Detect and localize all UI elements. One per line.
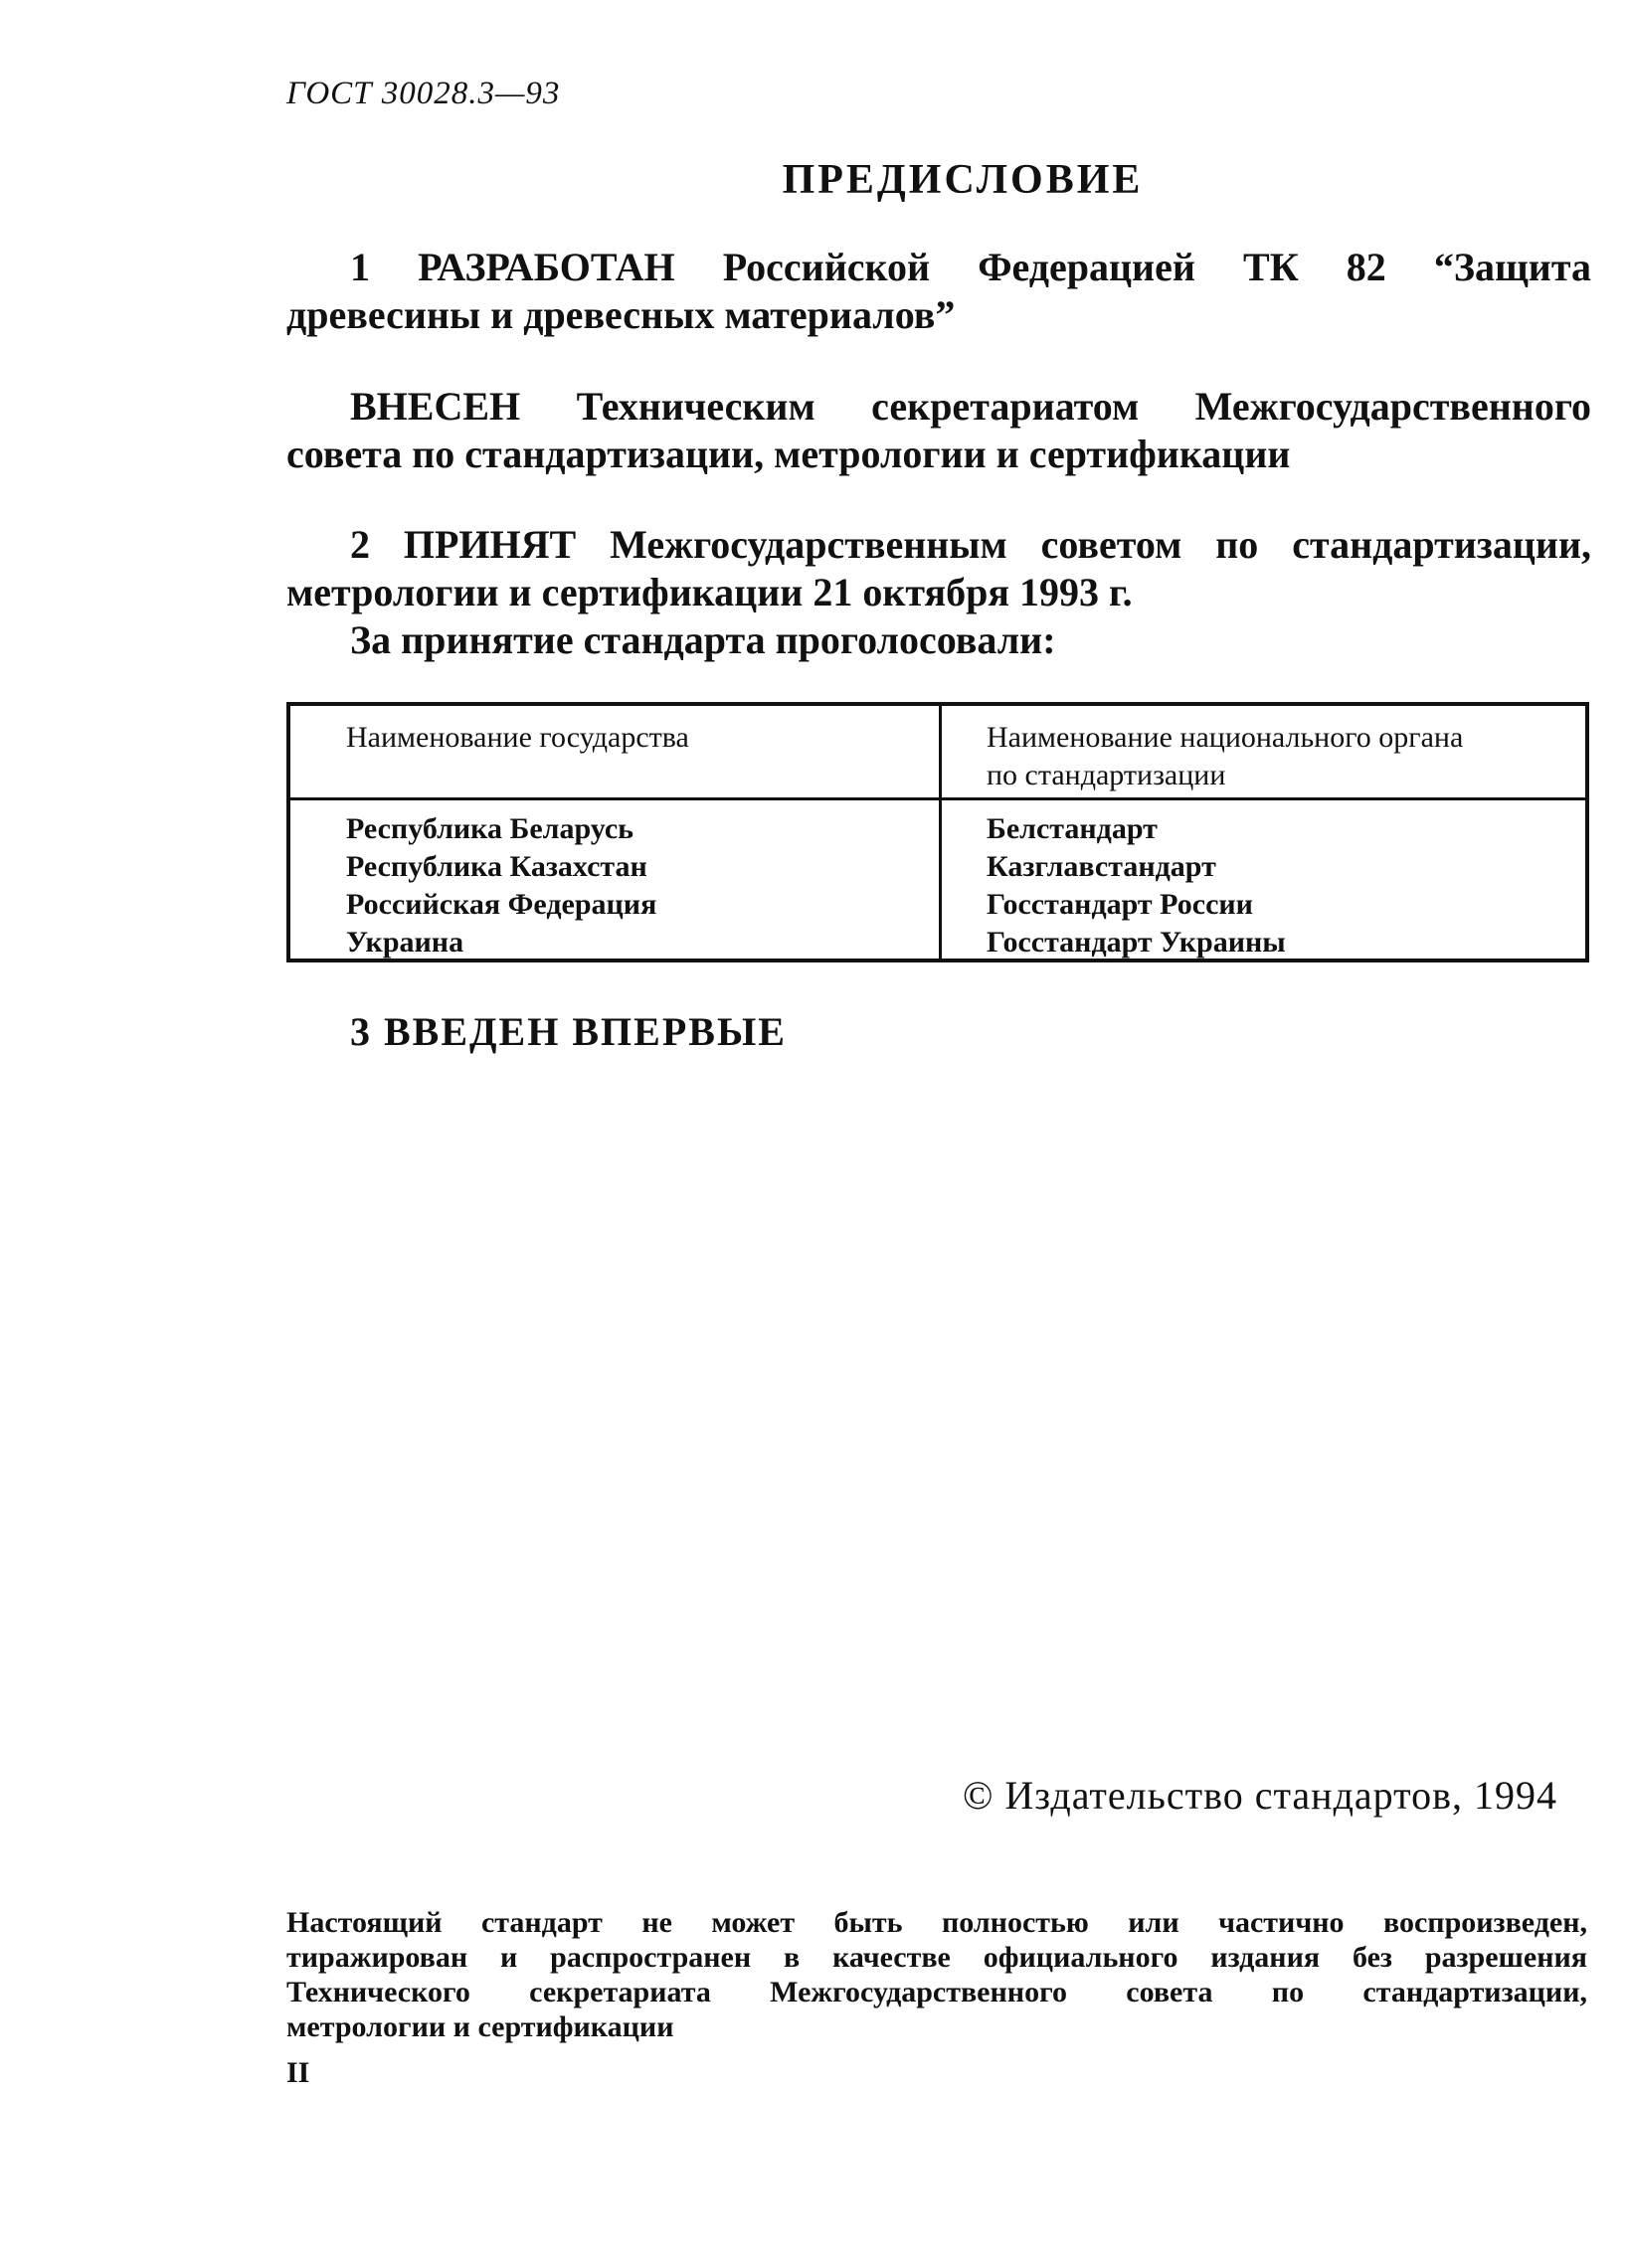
voting-table bbox=[286, 702, 1589, 962]
section-introduced bbox=[286, 383, 1591, 478]
table-header-state: Наименование государства bbox=[346, 721, 689, 754]
section-adopted-line-3: За принятие стандарта проголосовали: bbox=[350, 617, 1056, 662]
table-column-divider bbox=[939, 706, 942, 959]
table-header-divider bbox=[290, 797, 1585, 800]
table-cell-state: Украина bbox=[346, 926, 464, 959]
section-developed bbox=[286, 244, 1591, 339]
table-header-body-line-2: по стандартизации bbox=[987, 759, 1226, 791]
reproduction-notice-line-2: тиражирован и распространен в качестве официального издания без разрешения bbox=[286, 1941, 1587, 1974]
table-cell-state: Российская Федерация bbox=[346, 888, 657, 921]
table-cell-body: Госстандарт Украины bbox=[987, 926, 1286, 959]
table-header-body bbox=[987, 720, 1583, 795]
section-first-introduced: 3 ВВЕДЕН ВПЕРВЫЕ bbox=[350, 1009, 787, 1054]
section-adopted-line-1: 2 ПРИНЯТ Межгосударственным советом по стандартизации, bbox=[350, 522, 1591, 567]
section-developed-line-1: 1 РАЗРАБОТАН Российской Федерацией ТК 82 “Защита bbox=[350, 245, 1591, 289]
section-introduced-line-1: ВНЕСЕН Техническим секретариатом Межгосударственного bbox=[350, 384, 1591, 429]
table-cell-body: Госстандарт России bbox=[987, 888, 1253, 921]
section-introduced-line-2: совета по стандартизации, метрологии и сертификации bbox=[286, 432, 1291, 476]
page-number: II bbox=[286, 2056, 310, 2089]
copyright-notice: © Издательство стандартов, 1994 bbox=[962, 1773, 1557, 1818]
section-adopted-line-2: метрологии и сертификации 21 октября 1993 г. bbox=[286, 570, 1133, 614]
table-column-bodies bbox=[987, 811, 1286, 962]
reproduction-notice bbox=[286, 1905, 1587, 2044]
document-code: ГОСТ 30028.3—93 bbox=[286, 76, 561, 111]
table-cell-state: Республика Беларусь bbox=[346, 812, 634, 845]
table-header-body-line-1: Наименование национального органа bbox=[987, 721, 1464, 754]
reproduction-notice-line-4: метрологии и сертификации bbox=[286, 2010, 674, 2043]
section-developed-line-2: древесины и древесных материалов” bbox=[286, 292, 956, 337]
table-cell-body: Белстандарт bbox=[987, 812, 1158, 845]
page-title: ПРЕДИСЛОВИЕ bbox=[782, 157, 1144, 203]
table-cell-body: Казглавстандарт bbox=[987, 850, 1216, 883]
table-cell-state: Республика Казахстан bbox=[346, 850, 647, 883]
table-column-states bbox=[346, 811, 656, 962]
reproduction-notice-line-3: Технического секретариата Межгосударственного совета по стандартизации, bbox=[286, 1976, 1587, 2008]
section-adopted bbox=[286, 521, 1591, 664]
reproduction-notice-line-1: Настоящий стандарт не может быть полностью или частично воспроизведен, bbox=[286, 1906, 1587, 1939]
